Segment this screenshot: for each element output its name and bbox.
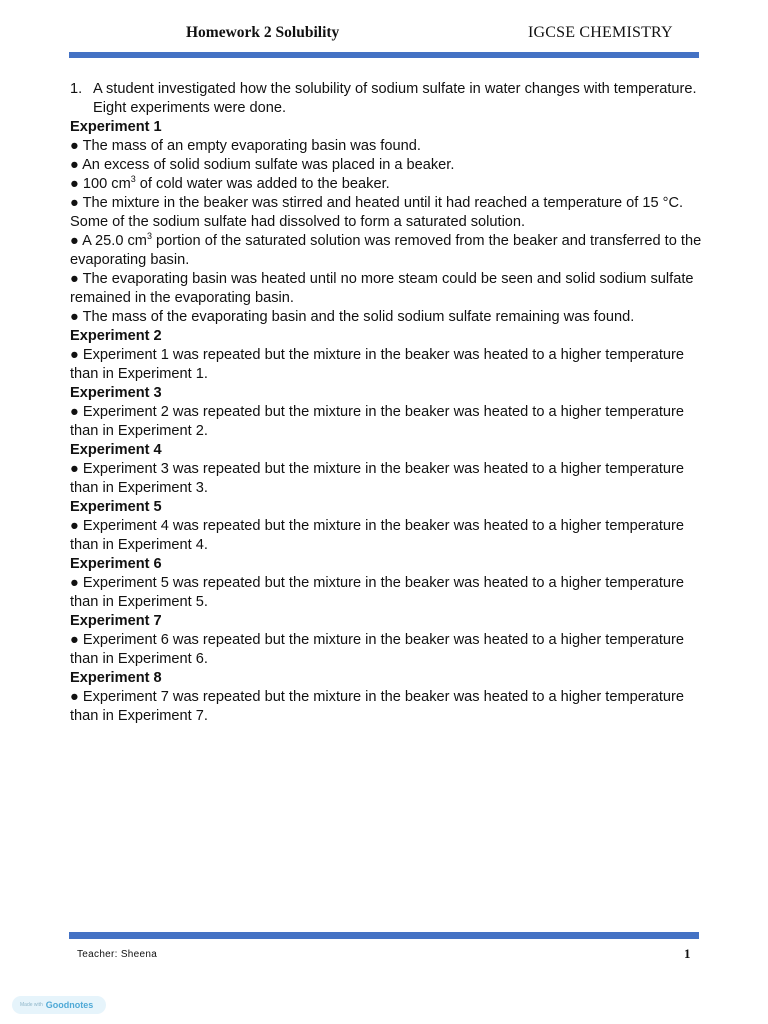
footer-rule xyxy=(69,932,699,939)
experiment-7-text: ● Experiment 6 was repeated but the mixture in the beaker was heated to a higher temperature than in Experiment 6. xyxy=(70,632,684,667)
step-3-text-post: of cold water was added to the beaker. xyxy=(135,176,390,192)
experiment-2-heading: Experiment 2 xyxy=(70,328,162,344)
step-5-text-pre: ● A 25.0 cm xyxy=(70,233,147,249)
goodnotes-logo: Goodnotes xyxy=(45,1000,94,1010)
experiment-1-step-4: ● The mixture in the beaker was stirred and heated until it had reached a temperature of 15 °C. xyxy=(70,195,684,211)
experiment-6-text: ● Experiment 5 was repeated but the mixture in the beaker was heated to a higher temperature than in Experiment 5. xyxy=(70,575,684,610)
experiment-7-heading: Experiment 7 xyxy=(70,613,162,629)
experiment-4-heading: Experiment 4 xyxy=(70,442,162,458)
question-text: A student investigated how the solubility of sodium sulfate in water changes with temperature. Eight experiments were done. xyxy=(93,81,697,116)
experiment-4-text: ● Experiment 3 was repeated but the mixture in the beaker was heated to a higher temperature than in Experiment 3. xyxy=(70,461,684,496)
experiment-6-heading: Experiment 6 xyxy=(70,556,162,572)
experiment-2-text: ● Experiment 1 was repeated but the mixture in the beaker was heated to a higher temperature than in Experiment 1. xyxy=(70,347,684,382)
step-3-superscript: 3 xyxy=(130,174,136,184)
step-5-text-post: portion of the saturated solution was removed from the beaker and transferred to the evaporating basin. xyxy=(70,233,702,268)
experiment-3-heading: Experiment 3 xyxy=(70,385,162,401)
experiment-1-step-7: ● The mass of the evaporating basin and the solid sodium sulfate remaining was found. xyxy=(70,309,635,325)
experiment-8-text: ● Experiment 7 was repeated but the mixture in the beaker was heated to a higher temperature than in Experiment 7. xyxy=(70,689,684,724)
experiment-1-step-6: ● The evaporating basin was heated until no more steam could be seen and solid sodium sulfate remained in the evaporating basin. xyxy=(70,271,694,306)
experiment-1-note: Some of the sodium sulfate had dissolved to form a saturated solution. xyxy=(70,214,526,230)
experiment-1-step-1: ● The mass of an empty evaporating basin was found. xyxy=(70,138,421,154)
question-intro xyxy=(70,80,702,118)
experiment-1-step-2: ● An excess of solid sodium sulfate was placed in a beaker. xyxy=(70,157,455,173)
page-title: Homework 2 Solubility xyxy=(186,24,340,41)
experiment-3-text: ● Experiment 2 was repeated but the mixture in the beaker was heated to a higher temperature than in Experiment 2. xyxy=(70,404,684,439)
subject-label: IGCSE CHEMISTRY xyxy=(528,24,673,41)
homework-body xyxy=(70,80,702,726)
step-5-superscript: 3 xyxy=(146,231,152,241)
experiment-8-heading: Experiment 8 xyxy=(70,670,162,686)
step-3-text-pre: ● 100 cm xyxy=(70,176,131,192)
header-rule xyxy=(69,52,699,58)
experiment-5-text: ● Experiment 4 was repeated but the mixture in the beaker was heated to a higher temperature than in Experiment 4. xyxy=(70,518,684,553)
experiment-5-heading: Experiment 5 xyxy=(70,499,162,515)
experiment-1-step-3 xyxy=(70,175,702,194)
made-with-label: Made with xyxy=(20,1002,43,1008)
question-number: 1. xyxy=(70,81,83,97)
goodnotes-badge[interactable] xyxy=(12,996,106,1014)
teacher-name: Teacher: Sheena xyxy=(77,949,158,960)
experiment-1-step-5 xyxy=(70,232,702,270)
experiment-1-heading: Experiment 1 xyxy=(70,119,162,135)
page-number: 1 xyxy=(684,946,691,961)
